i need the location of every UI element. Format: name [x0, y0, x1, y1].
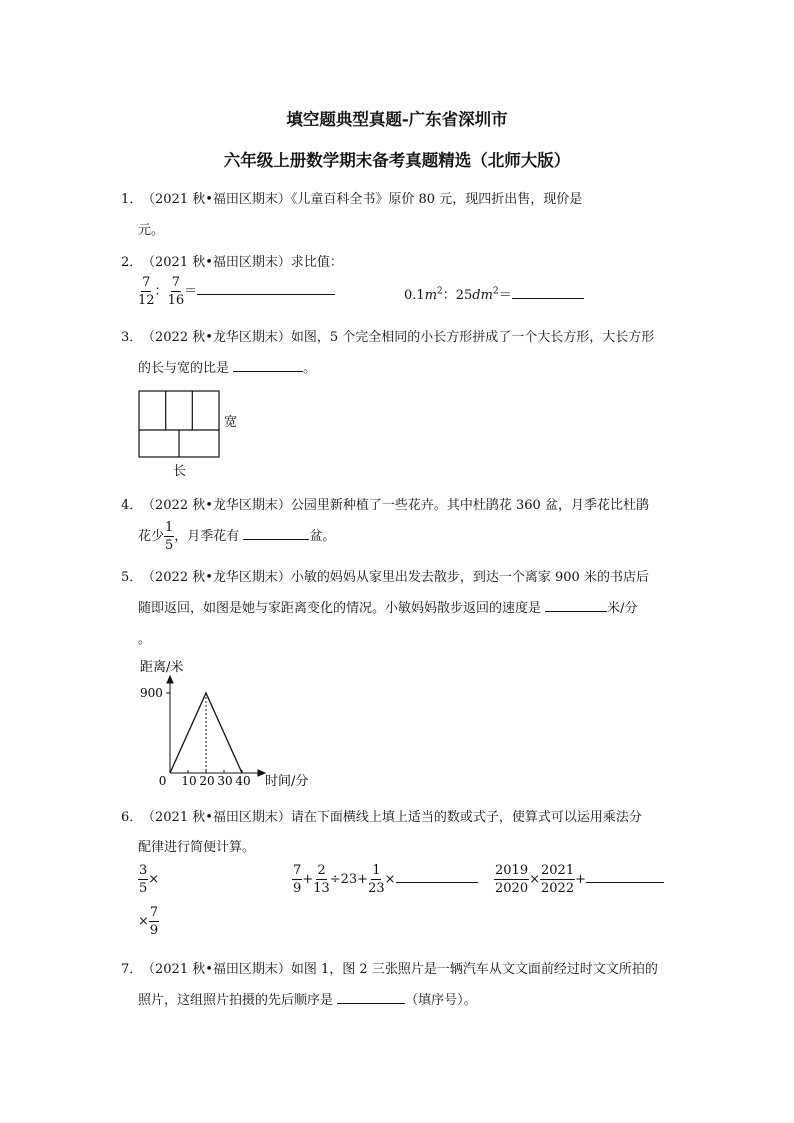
answer-blank[interactable]	[337, 991, 405, 1004]
length-label: 长	[173, 464, 187, 479]
x-axis-label: 时间/分	[265, 774, 309, 789]
question-text: （2021 秋•福田区期末）《儿童百科全书》原价 80 元，现四折出售，现价是	[142, 192, 583, 207]
expression-a-continued: × $\frac{7}{9}$	[138, 905, 159, 938]
x-tick-label: 20	[199, 774, 215, 788]
expression-a: $\frac{3}{5}$ ×	[139, 863, 160, 896]
x-axis-arrow	[258, 770, 265, 776]
y-axis-arrow	[167, 676, 173, 683]
expression-c: $\frac{2019}{2020}$ × $\frac{2021}{2022}$ +	[494, 864, 664, 895]
fraction: $\frac{7}{9}$	[293, 863, 302, 896]
question-text: 。	[138, 632, 152, 647]
question-text: 照片，这组照片拍摄的先后顺序是 （填序号）。	[138, 993, 477, 1008]
x-tick-label: 30	[217, 774, 233, 788]
expression-b: $\frac{7}{9}$ + $\frac{2}{13}$ ÷23+ $\frac{1}{23}$ ×	[292, 864, 478, 895]
ratio-expression-2: $0.1m^2$：$25dm^2=$	[404, 284, 584, 303]
x-tick-label: 10	[181, 774, 197, 788]
question-number: 6．	[121, 810, 143, 825]
question-number: 2．	[121, 255, 143, 270]
distance-time-chart	[136, 657, 326, 792]
x-tick-label: 40	[235, 774, 251, 788]
question-text: （2022 秋•龙华区期末）如图，5 个完全相同的小长方形拼成了一个大长方形，大长方形	[142, 330, 655, 345]
question-text: （2022 秋•龙华区期末）小敏的妈妈从家里出发去散步，到达一个离家 900 米的书店后	[142, 570, 649, 585]
question-text: 配律进行简便计算。	[138, 840, 256, 855]
question-text: （2022 秋•龙华区期末）公园里新种植了一些花卉。其中杜鹃花 360 盆，月季花比杜鹃	[142, 498, 649, 513]
question-number: 7．	[121, 962, 143, 977]
question-text: 的长与宽的比是 。	[138, 361, 317, 376]
fraction: $\frac{7}{16}$	[167, 275, 185, 308]
page-subtitle: 六年级上册数学期末备考真题精选（北师大版）	[223, 151, 571, 170]
question-number: 5．	[121, 570, 143, 585]
page-title: 填空题典型真题-广东省深圳市	[286, 110, 508, 129]
answer-blank[interactable]	[197, 282, 335, 295]
fraction: $\frac{1}{23}$	[368, 863, 385, 896]
y-tick-label: 900	[140, 686, 163, 700]
rectangle-figure	[136, 388, 246, 480]
fraction: $\frac{7}{12}$	[138, 275, 155, 308]
fraction: $\frac{2021}{2022}$	[541, 863, 575, 896]
fraction: $\frac{1}{5}$	[165, 520, 174, 553]
width-label: 宽	[224, 415, 238, 430]
question-text: 花少 $\frac{1}{5}$ ，月季花有 盆。	[138, 520, 336, 553]
answer-blank[interactable]	[545, 599, 607, 612]
y-axis-label: 距离/米	[140, 660, 184, 675]
question-text: 随即返回，如图是她与家距离变化的情况。小敏妈妈散步返回的速度是 米/分	[138, 601, 638, 616]
ratio-expression-1: $\frac{7}{12}$ ： $\frac{7}{16}$ ＝	[138, 276, 335, 307]
question-number: 4．	[121, 498, 143, 513]
question-text: 元。	[138, 223, 165, 238]
question-number: 3．	[121, 330, 143, 345]
fraction: $\frac{2019}{2020}$	[495, 863, 529, 896]
question-text: （2021 秋•福田区期末）求比值：	[142, 255, 343, 270]
answer-blank[interactable]	[233, 359, 303, 372]
axes	[167, 676, 265, 776]
answer-blank[interactable]	[396, 870, 478, 883]
x-tick-label: 0	[158, 774, 167, 788]
fraction: $\frac{7}{9}$	[149, 905, 159, 938]
question-text: （2021 秋•福田区期末）如图 1，图 2 三张照片是一辆汽车从文文面前经过时文文所拍的	[142, 962, 658, 977]
answer-blank[interactable]	[586, 870, 664, 883]
fraction: $\frac{3}{5}$	[139, 863, 148, 896]
fraction: $\frac{2}{13}$	[313, 863, 330, 896]
question-number: 1．	[121, 192, 143, 207]
question-text: （2021 秋•福田区期末）请在下面横线上填上适当的数或式子，使算式可以运用乘法分	[142, 810, 642, 825]
answer-blank[interactable]	[243, 527, 309, 540]
answer-blank[interactable]	[512, 286, 584, 299]
